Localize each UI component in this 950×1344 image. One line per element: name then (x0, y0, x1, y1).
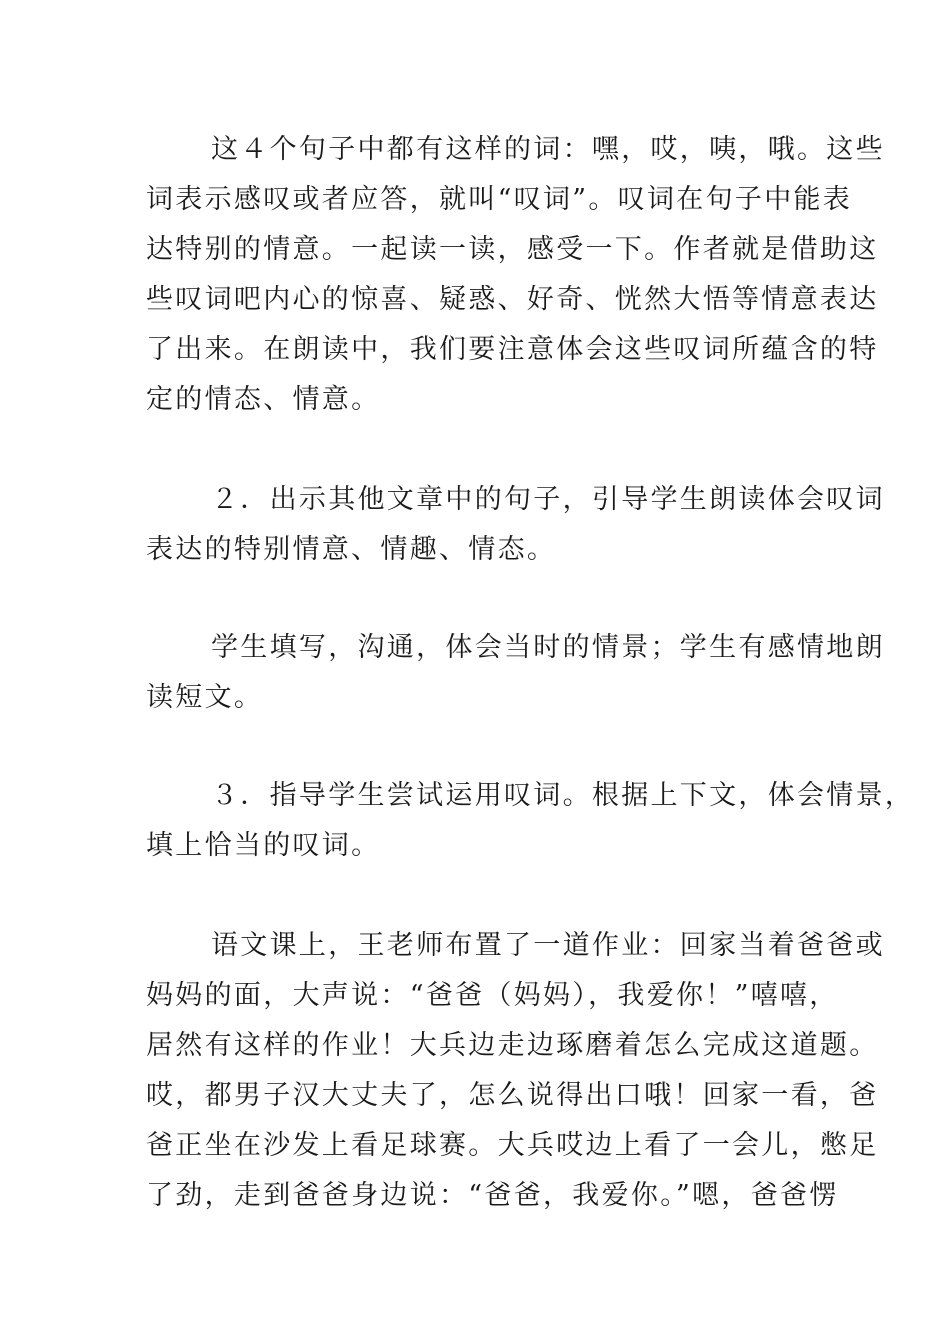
paragraph-4-line-2: 填上恰当的叹词。 (146, 830, 381, 861)
paragraph-2-line-1: ２．出示其他文章中的句子，引导学生朗读体会叹词 (211, 484, 885, 515)
paragraph-5-line-2: 妈妈的面，大声说：“爸爸（妈妈），我爱你！”嘻嘻， (146, 980, 839, 1011)
paragraph-1-line-5: 了出来。在朗读中，我们要注意体会这些叹词所蕴含的特 (146, 334, 879, 365)
paragraph-1-line-6: 定的情态、情意。 (146, 384, 381, 415)
paragraph-5-line-5: 爸正坐在沙发上看足球赛。大兵哎边上看了一会儿，憋足 (146, 1130, 879, 1161)
paragraph-5-line-6: 了劲，走到爸爸身边说：“爸爸，我爱你。”嗯，爸爸愣 (146, 1180, 839, 1211)
paragraph-1-line-1: 这４个句子中都有这样的词：嘿，哎，咦，哦。这些 (211, 134, 885, 165)
paragraph-3-line-2: 读短文。 (146, 682, 264, 713)
paragraph-1-line-4: 些叹词吧内心的惊喜、疑惑、好奇、恍然大悟等情意表达 (146, 284, 879, 315)
paragraph-5-line-3: 居然有这样的作业！大兵边走边琢磨着怎么完成这道题。 (146, 1030, 879, 1061)
paragraph-5-line-4: 哎，都男子汉大丈夫了，怎么说得出口哦！回家一看，爸 (146, 1080, 879, 1111)
paragraph-1-line-2: 词表示感叹或者应答，就叫“叹词”。叹词在句子中能表 (146, 184, 853, 215)
paragraph-2-line-2: 表达的特别情意、情趣、情态。 (146, 534, 557, 565)
paragraph-5-line-1: 语文课上，王老师布置了一道作业：回家当着爸爸或 (211, 930, 885, 961)
paragraph-1-line-3: 达特别的情意。一起读一读，感受一下。作者就是借助这 (146, 234, 879, 265)
paragraph-3-line-1: 学生填写，沟通，体会当时的情景；学生有感情地朗 (211, 632, 885, 663)
paragraph-4-line-1: ３．指导学生尝试运用叹词。根据上下文，体会情景， (211, 780, 915, 811)
